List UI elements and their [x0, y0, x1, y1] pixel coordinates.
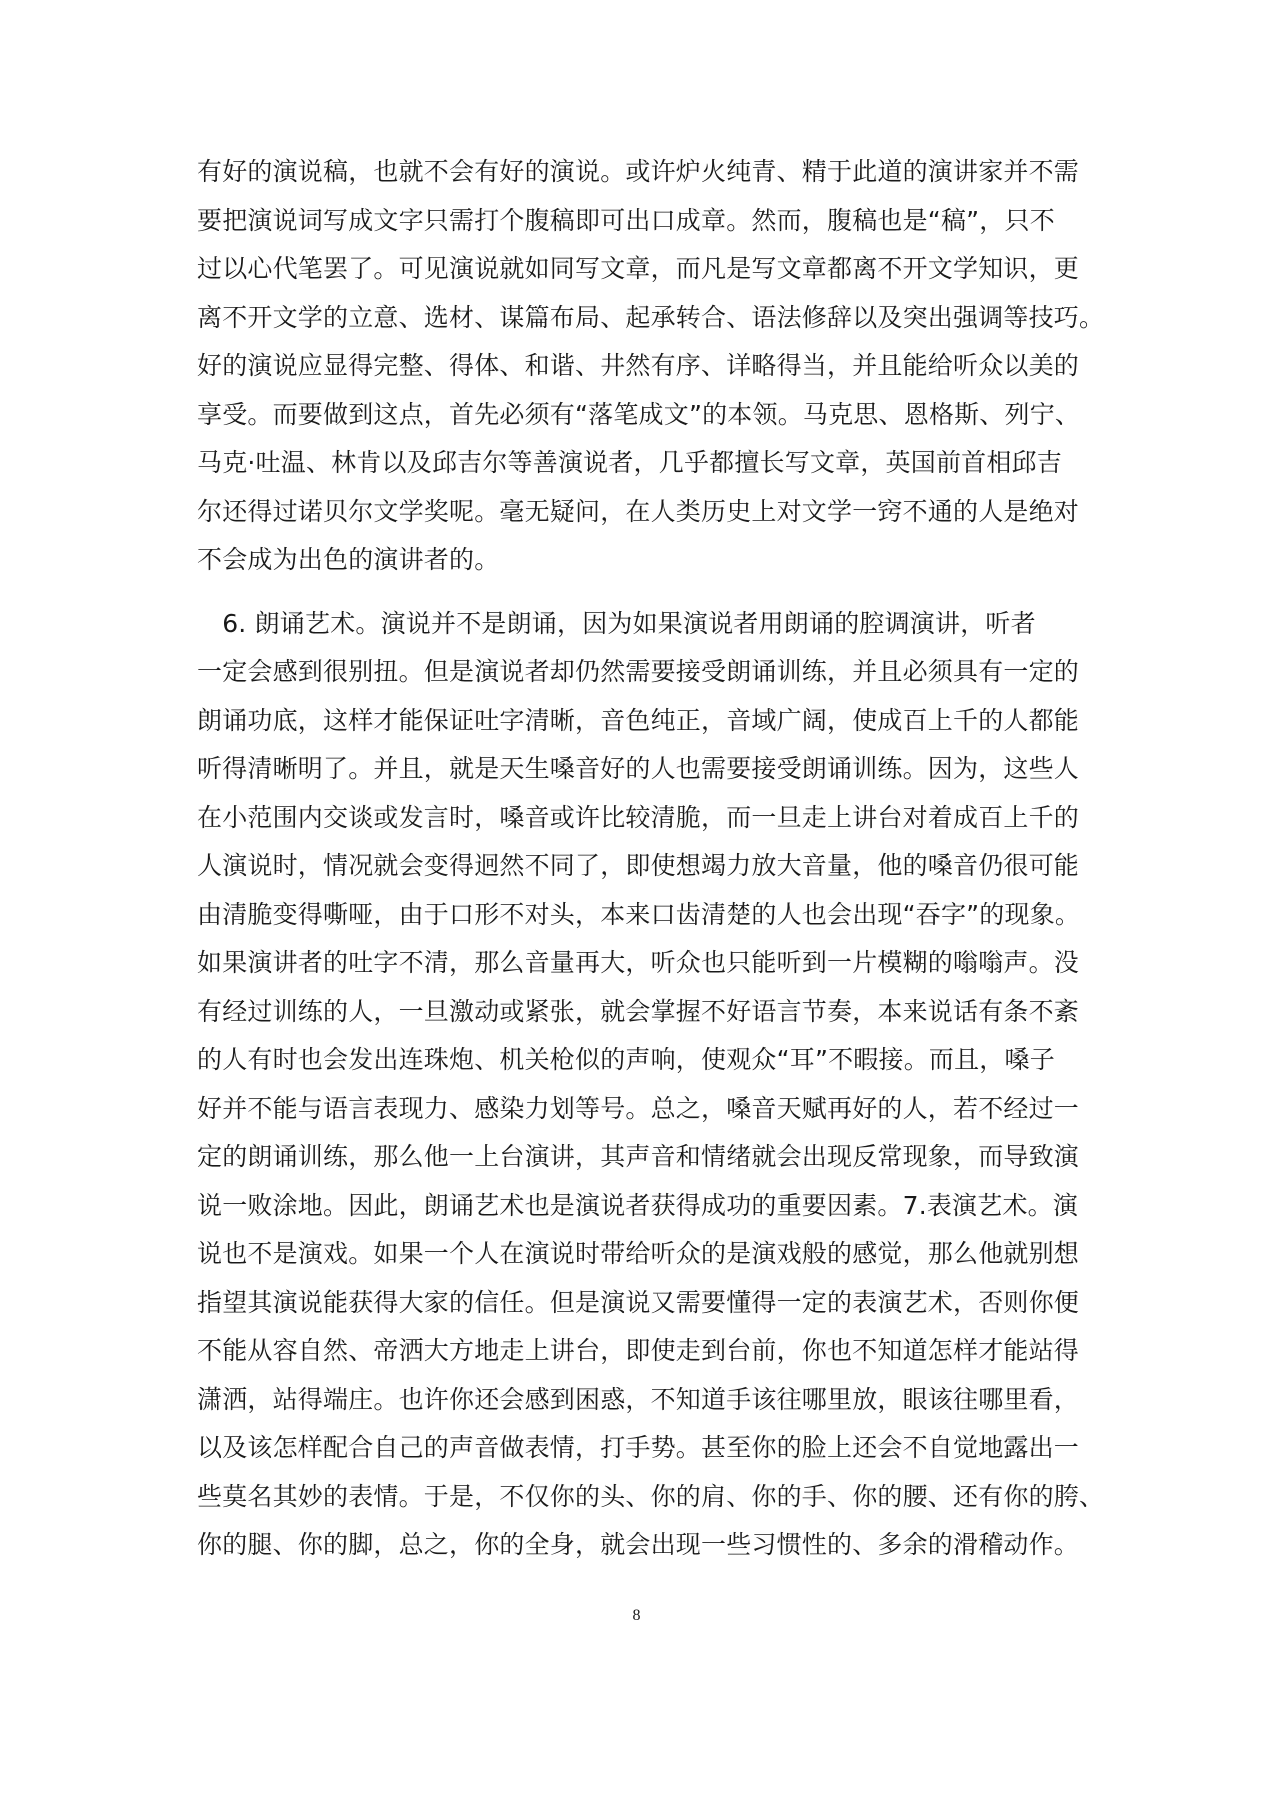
- text-line: 在小范围内交谈或发言时，嗓音或许比较清脆，而一旦走上讲台对着成百上千的: [197, 802, 1080, 832]
- text-line: 些莫名其妙的表情。于是，不仅你的头、你的肩、你的手、你的腰、还有你的胯、: [197, 1481, 1105, 1511]
- text-line: 不会成为出色的演讲者的。: [197, 545, 500, 574]
- text-line: 的人有时也会发出连珠炮、机关枪似的声响，使观众“耳”不暇接。而且，嗓子: [197, 1045, 1055, 1074]
- text-line: 你的腿、你的脚，总之，你的全身，就会出现一些习惯性的、多余的滑稽动作。: [197, 1530, 1080, 1559]
- text-line: 马克·吐温、林肯以及邱吉尔等善演说者，几乎都擅长写文章，英国前首相邱吉: [197, 448, 1062, 477]
- text-line: 好的演说应显得完整、得体、和谐、井然有序、详略得当，并且能给听众以美的: [197, 351, 1080, 380]
- text-line: 离不开文学的立意、选材、谋篇布局、起承转合、语法修辞以及突出强调等技巧。: [197, 302, 1105, 332]
- text-line: 尔还得过诺贝尔文学奖呢。毫无疑问，在人类历史上对文学一窍不通的人是绝对: [197, 496, 1080, 526]
- text-line: 不能从容自然、帝洒大方地走上讲台，即使走到台前，你也不知道怎样才能站得: [197, 1336, 1080, 1365]
- text-line: 定的朗诵训练，那么他一上台演讲，其声音和情绪就会出现反常现象，而导致演: [197, 1142, 1080, 1171]
- text-line: 好并不能与语言表现力、感染力划等号。总之，嗓音天赋再好的人，若不经过一: [197, 1093, 1080, 1123]
- text-line: 有经过训练的人，一旦激动或紧张，就会掌握不好语言节奏，本来说话有条不紊: [197, 996, 1080, 1026]
- text-line: 说一败涂地。因此，朗诵艺术也是演说者获得成功的重要因素。7.表演艺术。演: [197, 1190, 1079, 1220]
- text-line: 要把演说词写成文字只需打个腹稿即可出口成章。然而，腹稿也是“稿”，只不: [197, 205, 1055, 235]
- text-line: 人演说时，情况就会变得迥然不同了，即使想竭力放大音量，他的嗓音仍很可能: [197, 851, 1080, 880]
- paragraph-1: [197, 148, 1105, 585]
- text-line: 以及该怎样配合自己的声音做表情，打手势。甚至你的脸上还会不自觉地露出一: [197, 1433, 1080, 1462]
- text-line: 朗诵功底，这样才能保证吐字清晰，音色纯正，音域广阔，使成百上千的人都能: [197, 705, 1080, 735]
- text-line: 潇洒，站得端庄。也许你还会感到困惑，不知道手该往哪里放，眼该往哪里看，: [197, 1384, 1080, 1414]
- paragraph-2: [197, 600, 1105, 1570]
- paragraph-gap: [197, 585, 1077, 600]
- body-text: [197, 148, 1105, 1570]
- text-line: 由清脆变得嘶哑，由于口形不对头，本来口齿清楚的人也会出现“吞字”的现象。: [197, 899, 1081, 929]
- text-line: 享受。而要做到这点，首先必须有“落笔成文”的本领。马克思、恩格斯、列宁、: [197, 399, 1081, 429]
- text-line: 6. 朗诵艺术。演说并不是朗诵，因为如果演说者用朗诵的腔调演讲，听者: [197, 608, 1036, 638]
- text-line: 有好的演说稿，也就不会有好的演说。或许炉火纯青、精于此道的演讲家并不需: [197, 157, 1080, 186]
- text-line: 说也不是演戏。如果一个人在演说时带给听众的是演戏般的感觉，那么他就别想: [197, 1239, 1080, 1268]
- text-line: 如果演讲者的吐字不清，那么音量再大，听众也只能听到一片模糊的嗡嗡声。没: [197, 948, 1080, 977]
- text-line: 过以心代笔罢了。可见演说就如同写文章，而凡是写文章都离不开文学知识，更: [197, 254, 1080, 283]
- text-line: 一定会感到很别扭。但是演说者却仍然需要接受朗诵训练，并且必须具有一定的: [197, 657, 1080, 686]
- page-number: 8: [632, 1607, 641, 1624]
- text-line: 指望其演说能获得大家的信任。但是演说又需要懂得一定的表演艺术，否则你便: [197, 1287, 1080, 1317]
- text-line: 听得清晰明了。并且，就是天生嗓音好的人也需要接受朗诵训练。因为，这些人: [197, 754, 1080, 783]
